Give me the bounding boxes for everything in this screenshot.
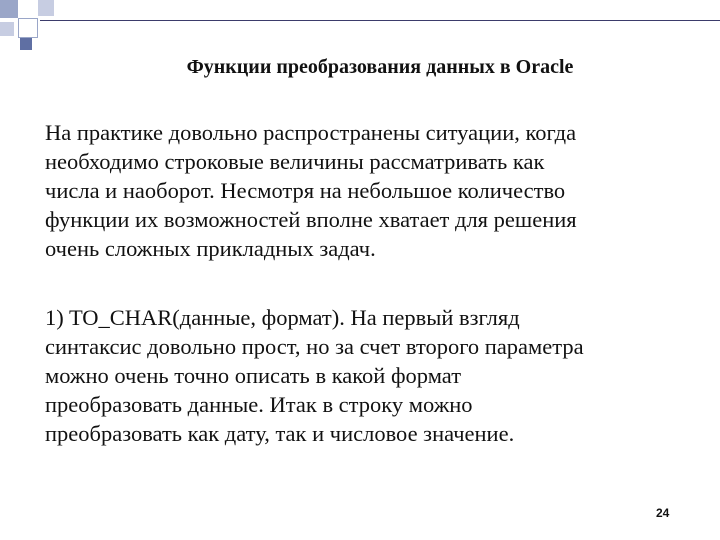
decor-square-outline <box>18 18 38 38</box>
text-line: функции их возможностей вполне хватает для решения <box>45 207 577 232</box>
text-line: очень сложных прикладных задач. <box>45 236 376 261</box>
decor-square <box>0 0 18 18</box>
text-line: преобразовать данные. Итак в строку можно <box>45 392 473 417</box>
text-line: необходимо строковые величины рассматривать как <box>45 149 545 174</box>
paragraph-to-char <box>45 303 705 448</box>
text-line: преобразовать как дату, так и числовое значение. <box>45 421 515 446</box>
slide-title: Функции преобразования данных в Oracle <box>186 56 574 78</box>
text-line: синтаксис довольно прост, но за счет второго параметра <box>45 334 584 359</box>
text-line: На практике довольно распространены ситуации, когда <box>45 120 577 145</box>
header-rule <box>40 20 720 21</box>
decor-square <box>38 0 54 16</box>
page-number: 24 <box>656 506 670 520</box>
text-line: можно очень точно описать в какой формат <box>45 363 462 388</box>
paragraph-intro <box>45 118 705 263</box>
decor-square <box>20 38 32 50</box>
text-line: 1) TO_CHAR(данные, формат). На первый взгляд <box>45 305 520 330</box>
decor-square <box>0 22 14 36</box>
text-line: числа и наоборот. Несмотря на небольшое количество <box>45 178 566 203</box>
